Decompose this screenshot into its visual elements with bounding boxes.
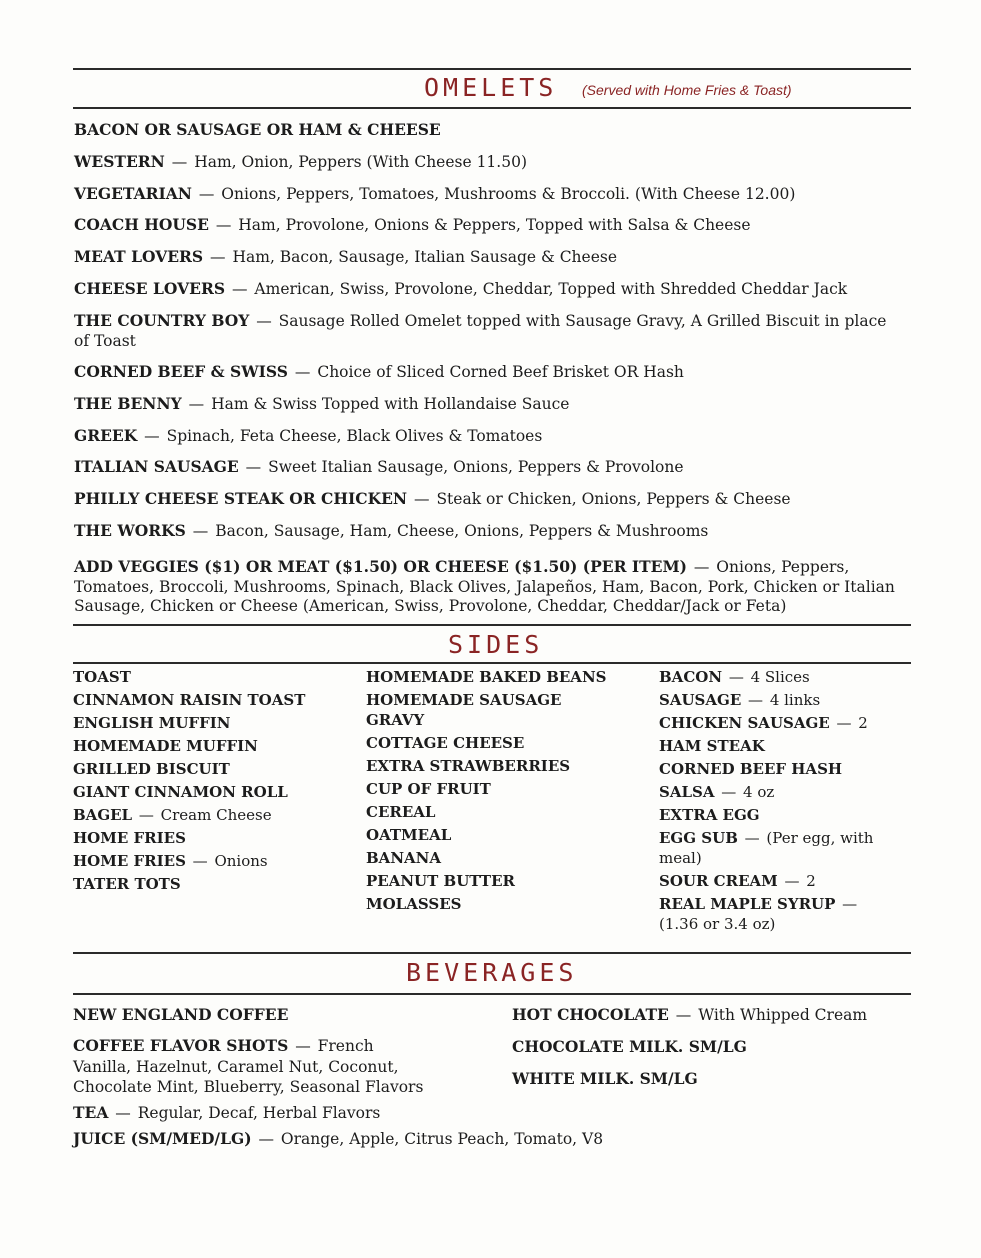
side-item: HOME FRIES — Onions bbox=[73, 852, 268, 870]
menu-item: THE COUNTRY BOY — Sausage Rolled Omelet topped with Sausage Gravy, A Grilled Biscuit in place of Toast bbox=[74, 311, 887, 350]
side-item-name: HOME FRIES bbox=[73, 852, 186, 870]
side-item-name: CINNAMON RAISIN TOAST bbox=[73, 691, 306, 709]
side-item-name: PEANUT BUTTER bbox=[366, 872, 515, 890]
side-item-name: HOMEMADE SAUSAGE GRAVY bbox=[366, 691, 562, 729]
side-item-name: REAL MAPLE SYRUP bbox=[659, 895, 836, 913]
menu-item: COACH HOUSE — Ham, Provolone, Onions & Peppers, Topped with Salsa & Cheese bbox=[74, 215, 751, 234]
menu-item: MEAT LOVERS — Ham, Bacon, Sausage, Italian Sausage & Cheese bbox=[74, 247, 618, 266]
side-item: SOUR CREAM — 2 bbox=[659, 872, 816, 890]
menu-item: ADD VEGGIES ($1) OR MEAT ($1.50) OR CHEESE ($1.50) (PER ITEM) — Onions, Peppers, Tomatoes, Broccoli, Mushrooms, Spinach, Black Olives, Jalapeños, Ham, Bacon, Pork, Chicken or Italian Sausage, Chicken or Cheese (American, Swiss, Provolone, Cheddar, Cheddar/Jack or Feta) bbox=[74, 557, 895, 615]
side-item-name: HOME FRIES bbox=[73, 829, 186, 847]
side-item-name: MOLASSES bbox=[366, 895, 462, 913]
menu-item: PHILLY CHEESE STEAK OR CHICKEN — Steak or Chicken, Onions, Peppers & Cheese bbox=[74, 489, 791, 508]
side-item bbox=[73, 783, 353, 806]
side-item-name: SOUR CREAM bbox=[659, 872, 778, 890]
side-item-name: BAGEL bbox=[73, 806, 133, 824]
side-item-name: GIANT CINNAMON ROLL bbox=[73, 783, 288, 801]
side-item-name: EGG SUB bbox=[659, 829, 738, 847]
side-item-name: CEREAL bbox=[366, 803, 436, 821]
menu-item: HOT CHOCOLATE — With Whipped Cream bbox=[512, 1005, 868, 1024]
side-item bbox=[366, 803, 596, 826]
menu-item: THE WORKS — Bacon, Sausage, Ham, Cheese, Onions, Peppers & Mushrooms bbox=[74, 521, 709, 540]
menu-item: CORNED BEEF & SWISS — Choice of Sliced Corned Beef Brisket OR Hash bbox=[74, 362, 684, 381]
side-item bbox=[366, 849, 596, 872]
side-item-name: BACON bbox=[659, 668, 723, 686]
section-rule bbox=[73, 68, 911, 70]
side-item-name: ENGLISH MUFFIN bbox=[73, 714, 231, 732]
side-item bbox=[366, 826, 596, 849]
side-item-desc: 4 oz bbox=[743, 783, 775, 801]
menu-item: VEGETARIAN — Onions, Peppers, Tomatoes, Mushrooms & Broccoli. (With Cheese 12.00) bbox=[74, 184, 796, 203]
side-item: REAL MAPLE SYRUP — (1.36 or 3.4 oz) bbox=[659, 895, 858, 933]
menu-item: ITALIAN SAUSAGE — Sweet Italian Sausage, Onions, Peppers & Provolone bbox=[74, 457, 684, 476]
sides-title: SIDES bbox=[448, 630, 544, 659]
omelets-note: (Served with Home Fries & Toast) bbox=[582, 82, 792, 98]
side-item-name: OATMEAL bbox=[366, 826, 452, 844]
menu-item: NEW ENGLAND COFFEE bbox=[73, 1005, 289, 1024]
menu-item: COFFEE FLAVOR SHOTS — French Vanilla, Hazelnut, Caramel Nut, Coconut, Chocolate Mint, Blueberry, Seasonal Flavors bbox=[73, 1036, 424, 1096]
side-item bbox=[366, 872, 596, 895]
side-item: BAGEL — Cream Cheese bbox=[73, 806, 272, 824]
side-item-desc: Onions bbox=[214, 852, 268, 870]
side-item bbox=[659, 760, 899, 783]
side-item-name: GRILLED BISCUIT bbox=[73, 760, 230, 778]
section-rule bbox=[73, 952, 911, 954]
side-item-name: SAUSAGE bbox=[659, 691, 742, 709]
menu-item: BACON OR SAUSAGE OR HAM & CHEESE bbox=[74, 120, 441, 139]
side-item-desc: Cream Cheese bbox=[160, 806, 272, 824]
beverages-title: BEVERAGES bbox=[406, 958, 578, 987]
side-item bbox=[366, 757, 596, 780]
side-item-name: EXTRA EGG bbox=[659, 806, 760, 824]
menu-item: WHITE MILK. SM/LG bbox=[512, 1069, 698, 1088]
side-item: BACON — 4 Slices bbox=[659, 668, 810, 686]
side-item: SALSA — 4 oz bbox=[659, 783, 775, 801]
menu-item: TEA — Regular, Decaf, Herbal Flavors bbox=[73, 1103, 381, 1122]
menu-item: THE BENNY — Ham & Swiss Topped with Hollandaise Sauce bbox=[74, 394, 570, 413]
side-item bbox=[73, 691, 353, 714]
side-item-name: HOMEMADE BAKED BEANS bbox=[366, 668, 607, 686]
section-rule bbox=[73, 624, 911, 626]
sides-column-1 bbox=[73, 668, 353, 898]
side-item-name: CHICKEN SAUSAGE bbox=[659, 714, 830, 732]
side-item bbox=[659, 737, 899, 760]
section-rule bbox=[73, 107, 911, 109]
side-item bbox=[366, 895, 596, 918]
side-item-name: EXTRA STRAWBERRIES bbox=[366, 757, 571, 775]
side-item bbox=[366, 780, 596, 803]
side-item bbox=[659, 806, 899, 829]
side-item: SAUSAGE — 4 links bbox=[659, 691, 821, 709]
side-item-name: CORNED BEEF HASH bbox=[659, 760, 843, 778]
side-item bbox=[73, 668, 353, 691]
side-item-name: COTTAGE CHEESE bbox=[366, 734, 525, 752]
side-item bbox=[366, 734, 596, 757]
side-item-desc: 2 bbox=[858, 714, 868, 732]
side-item-name: HOMEMADE MUFFIN bbox=[73, 737, 258, 755]
side-item-desc: 2 bbox=[806, 872, 816, 890]
side-item bbox=[366, 691, 596, 730]
menu-item: WESTERN — Ham, Onion, Peppers (With Cheese 11.50) bbox=[74, 152, 527, 171]
sides-column-3 bbox=[659, 668, 899, 938]
side-item-desc: 4 Slices bbox=[750, 668, 810, 686]
side-item-name: TATER TOTS bbox=[73, 875, 181, 893]
menu-item: GREEK — Spinach, Feta Cheese, Black Olives & Tomatoes bbox=[74, 426, 543, 445]
side-item bbox=[73, 829, 353, 852]
sides-column-2 bbox=[366, 668, 607, 918]
side-item-desc: (Per egg, with meal) bbox=[659, 829, 874, 867]
section-rule bbox=[73, 662, 911, 664]
side-item-name: HAM STEAK bbox=[659, 737, 765, 755]
omelets-title: OMELETS bbox=[424, 73, 558, 102]
side-item-desc: (1.36 or 3.4 oz) bbox=[659, 914, 776, 933]
side-item-name: BANANA bbox=[366, 849, 442, 867]
menu-item: CHOCOLATE MILK. SM/LG bbox=[512, 1037, 747, 1056]
side-item bbox=[73, 737, 353, 760]
side-item-desc: 4 links bbox=[769, 691, 821, 709]
side-item bbox=[73, 714, 353, 737]
side-item-name: SALSA bbox=[659, 783, 715, 801]
side-item: EGG SUB — (Per egg, with meal) bbox=[659, 829, 874, 867]
side-item-name: CUP OF FRUIT bbox=[366, 780, 491, 798]
side-item: CHICKEN SAUSAGE — 2 bbox=[659, 714, 868, 732]
menu-item: JUICE (SM/MED/LG) — Orange, Apple, Citrus Peach, Tomato, V8 bbox=[73, 1129, 604, 1148]
side-item-name: TOAST bbox=[73, 668, 131, 686]
side-item bbox=[366, 668, 607, 691]
menu-item: CHEESE LOVERS — American, Swiss, Provolone, Cheddar, Topped with Shredded Cheddar Jack bbox=[74, 279, 848, 298]
section-rule bbox=[73, 993, 911, 995]
side-item bbox=[73, 760, 353, 783]
side-item bbox=[73, 875, 353, 898]
